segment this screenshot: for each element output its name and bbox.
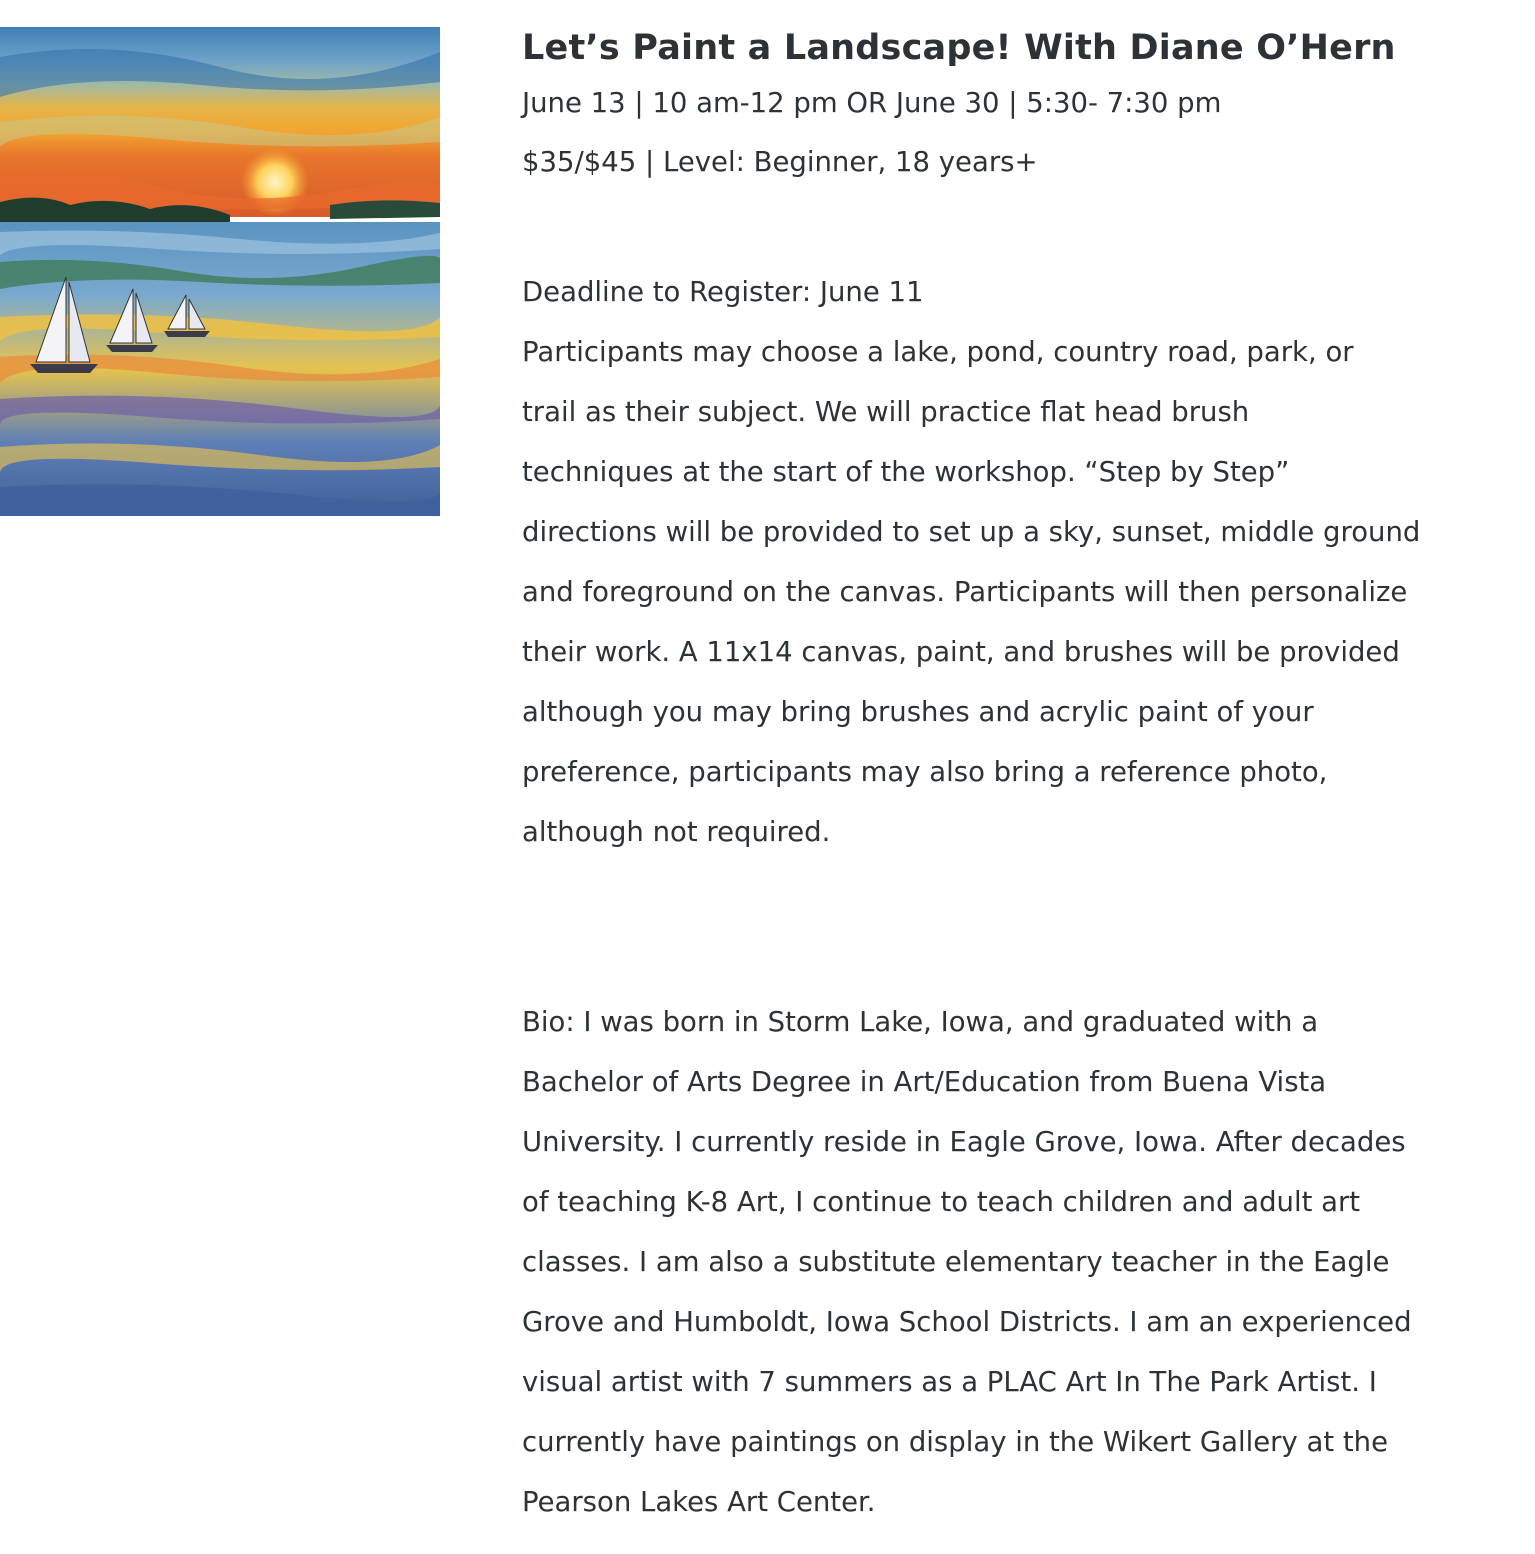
registration-deadline: Deadline to Register: June 11 [522, 276, 924, 308]
bio-line: classes. I am also a substitute elementary teacher in the Eagle [522, 1246, 1390, 1278]
bio-line: Pearson Lakes Art Center. [522, 1486, 876, 1518]
bio-line: visual artist with 7 summers as a PLAC Art In The Park Artist. I [522, 1366, 1377, 1398]
event-title: Let’s Paint a Landscape! With Diane O’Hern [522, 28, 1396, 68]
bio-line: of teaching K-8 Art, I continue to teach children and adult art [522, 1186, 1361, 1218]
bio-line: Bachelor of Arts Degree in Art/Education from Buena Vista [522, 1066, 1327, 1098]
bio-line: Grove and Humboldt, Iowa School Districts. I am an experienced [522, 1306, 1412, 1338]
bio-line: University. I currently reside in Eagle Grove, Iowa. After decades [522, 1126, 1406, 1158]
event-price-level: $35/$45 | Level: Beginner, 18 years+ [522, 146, 1038, 178]
description-line: techniques at the start of the workshop. “Step by Step” [522, 456, 1290, 488]
description-line: although you may bring brushes and acrylic paint of your [522, 696, 1314, 728]
landscape-painting-image [0, 27, 440, 516]
description-line: preference, participants may also bring a reference photo, [522, 756, 1328, 788]
description-line: and foreground on the canvas. Participants will then personalize [522, 576, 1408, 608]
description-line: trail as their subject. We will practice flat head brush [522, 396, 1250, 428]
description-line: directions will be provided to set up a sky, sunset, middle ground [522, 516, 1421, 548]
description-line: although not required. [522, 816, 831, 848]
event-details [522, 22, 1522, 1532]
description-line: their work. A 11x14 canvas, paint, and brushes will be provided [522, 636, 1400, 668]
event-description [522, 322, 1522, 862]
bio-line: currently have paintings on display in the Wikert Gallery at the [522, 1426, 1389, 1458]
bio-line: Bio: I was born in Storm Lake, Iowa, and graduated with a [522, 1006, 1319, 1038]
instructor-bio [522, 992, 1522, 1532]
event-schedule: June 13 | 10 am-12 pm OR June 30 | 5:30- 7:30 pm [522, 87, 1222, 119]
description-line: Participants may choose a lake, pond, country road, park, or [522, 336, 1354, 368]
